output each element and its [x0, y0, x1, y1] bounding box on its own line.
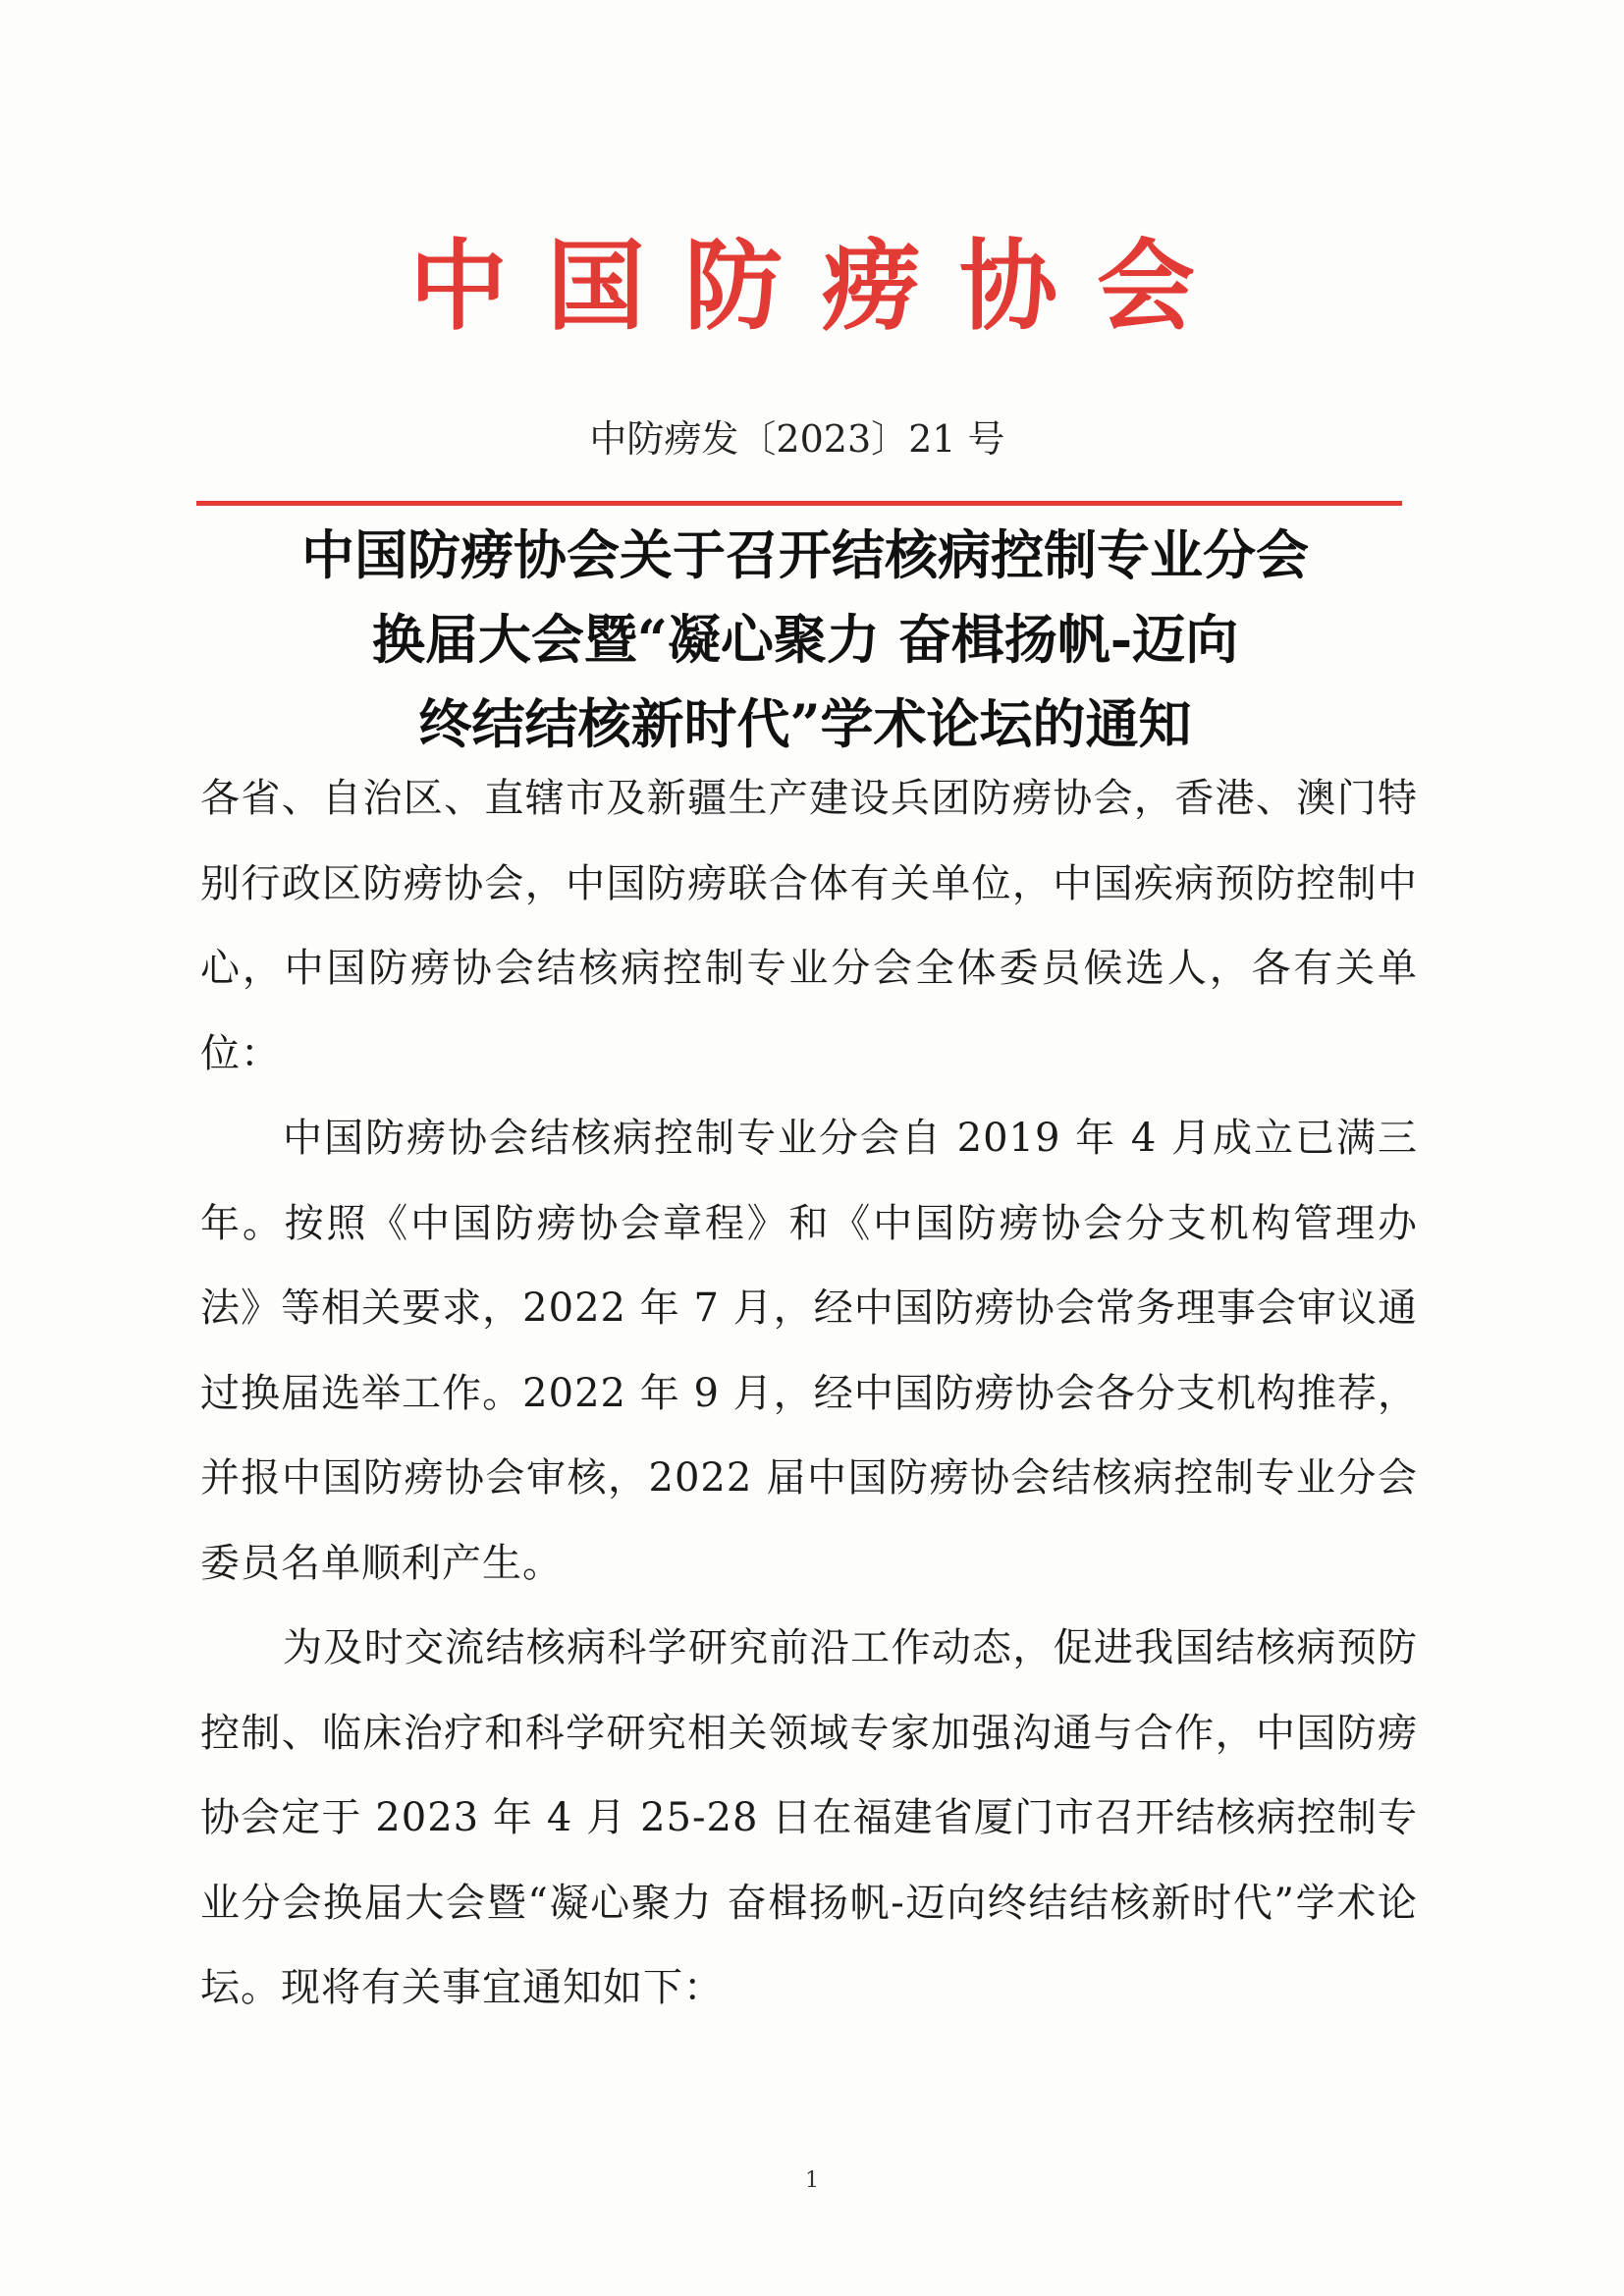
background-paragraph: 中国防痨协会结核病控制专业分会自 2019 年 4 月成立已满三年。按照《中国防痨协会章程》和《中国防痨协会分支机构管理办法》等相关要求，2022 年 7 月，经中国防痨协会常务理事会审议通过换届选举工作。2022 年 9 月，经中国防痨协会各分支机构推荐，并报中国防痨协会审核，2022 届中国防痨协会结核病控制专业分会委员名单顺利产生。: [200, 1116, 1418, 1586]
meeting-announcement-paragraph: 为及时交流结核病科学研究前沿工作动态，促进我国结核病预防控制、临床治疗和科学研究相关领域专家加强沟通与合作，中国防痨协会定于 2023 年 4 月 25-28 日在福建省厦门市召开结核病控制专业分会换届大会暨“凝心聚力 奋楫扬帆-迈向终结结核新时代”学术论坛。现将有关事宜通知如下：: [200, 1625, 1418, 2010]
addressees-paragraph: 各省、自治区、直辖市及新疆生产建设兵团防痨协会，香港、澳门特别行政区防痨协会，中国防痨联合体有关单位，中国疾病预防控制中心，中国防痨协会结核病控制专业分会全体委员候选人，各有关单位：: [200, 776, 1418, 1076]
page-number: 1: [805, 2168, 819, 2193]
letterhead-divider: [196, 501, 1402, 506]
organization-letterhead: 中国防痨协会: [409, 229, 1234, 344]
notice-title-line-1: 中国防痨协会关于召开结核病控制专业分会: [301, 523, 1309, 586]
notice-body: [200, 756, 1418, 2031]
notice-title-line-2: 换届大会暨“凝心聚力 奋楫扬帆-迈向: [371, 608, 1239, 671]
notice-title-line-3: 终结结核新时代”学术论坛的通知: [418, 692, 1192, 755]
notice-title: [167, 513, 1443, 766]
document-number: 中防痨发〔2023〕21 号: [589, 417, 1005, 461]
